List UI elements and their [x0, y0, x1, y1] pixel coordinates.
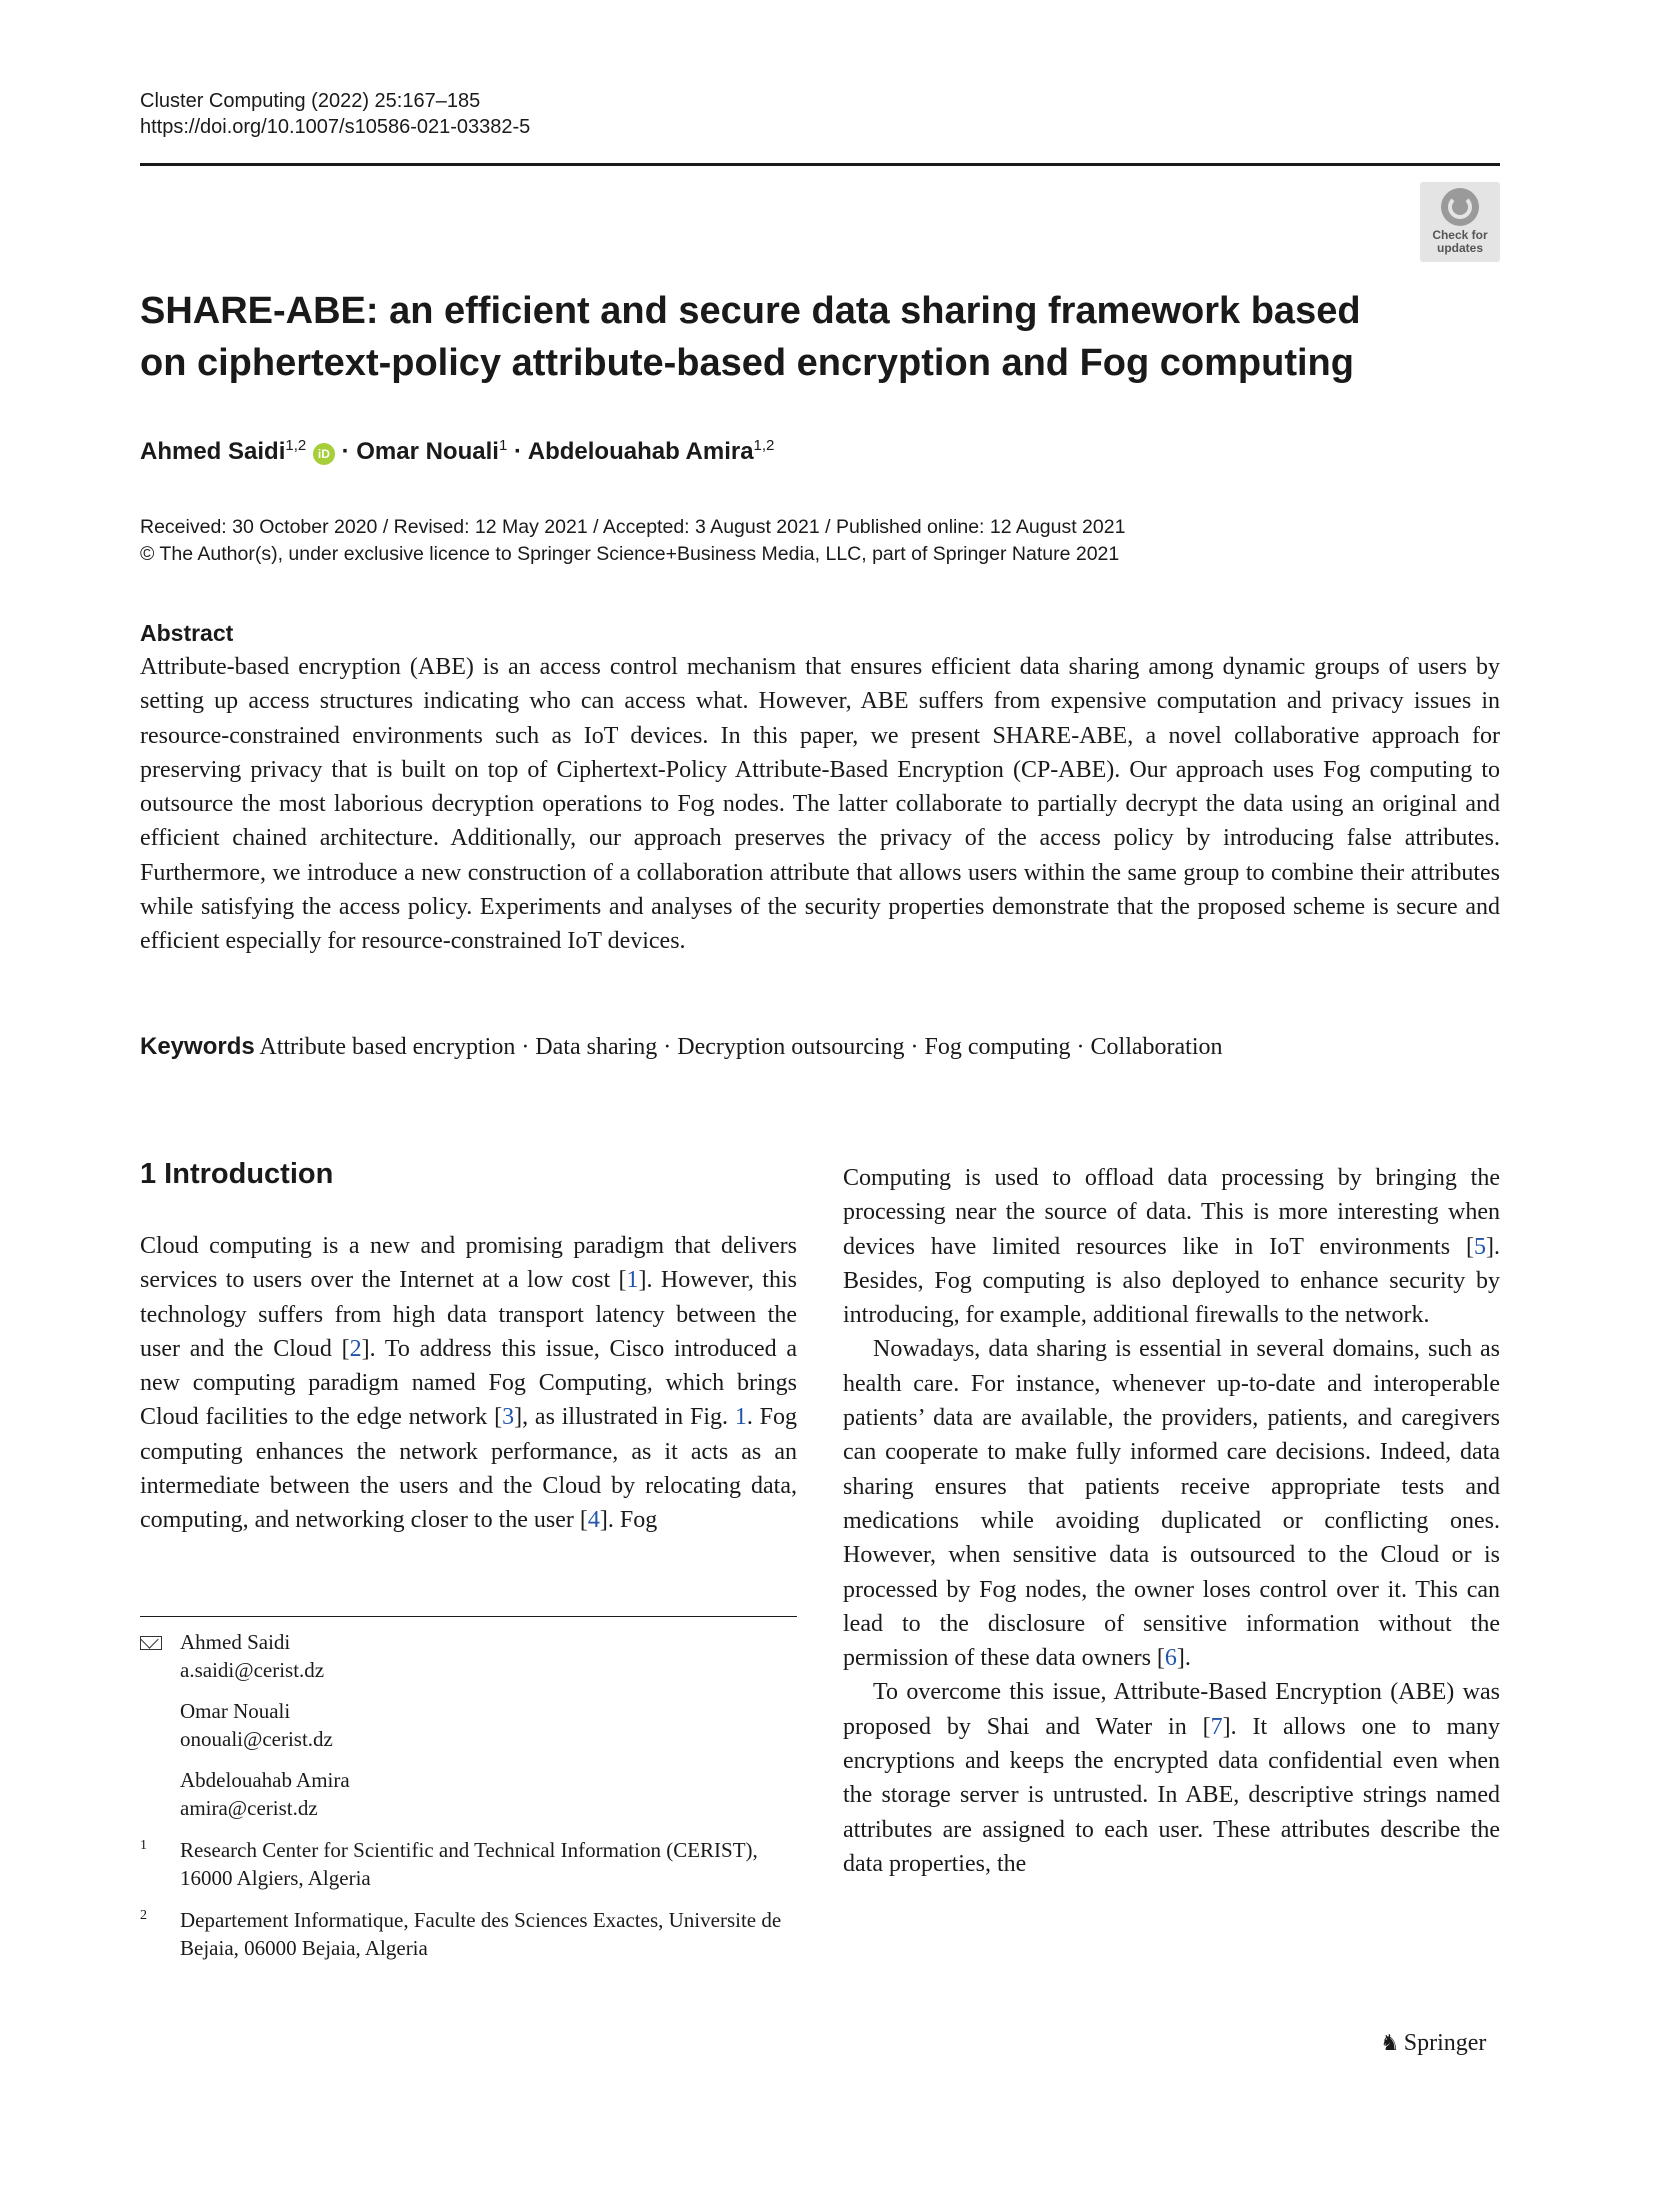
corresponding-contacts [140, 1628, 797, 1822]
abstract-text: Attribute-based encryption (ABE) is an access control mechanism that ensures efficient data sharing among dynamic groups of users by setting up access structures indicating who can access what. However, ABE suffers from expensive computation and privacy issues in resource-constrained environments such as IoT devices. In this paper, we present SHARE-ABE, a novel collaborative approach for preserving privacy that is built on top of Ciphertext-Policy Attribute-Based Encryption (CP-ABE). Our approach uses Fog computing to outsource the most laborious decryption operations to Fog nodes. The latter collaborate to partially decrypt the data using an original and efficient chained architecture. Additionally, our approach preserves the privacy of the access policy by introducing false attributes. Furthermore, we introduce a new construction of a collaboration attribute that allows users within the same group to combine their attributes while satisfying the access policy. Experiments and analyses of the security properties demonstrate that the proposed scheme is secure and efficient especially for resource-constrained IoT devices. [140, 654, 1500, 955]
publisher-logo [1380, 2030, 1486, 2057]
contact-entry [180, 1628, 797, 1684]
envelope-icon [140, 1636, 162, 1650]
journal-citation: Cluster Computing (2022) 25:167–185 [140, 90, 481, 112]
affiliation-text: Research Center for Scientific and Technical Information (CERIST), 16000 Algiers, Algeria [180, 1838, 758, 1890]
author-affiliation: 1 [498, 437, 508, 454]
figure-link[interactable]: 1 [734, 1404, 747, 1431]
left-column [140, 1229, 797, 1538]
contact-entry [180, 1697, 797, 1753]
section-heading: 1 Introduction [140, 1158, 334, 1190]
paragraph: To overcome this issue, Attribute-Based Encryption (ABE) was proposed by Shai and Water in [7]. It allows one to many encryptions and keeps the encrypted data confidential even when the storage server is untrusted. In ABE, descriptive strings named attributes are assigned to each user. These attributes describe the data properties, the [843, 1679, 1501, 1877]
orcid-icon[interactable]: iD [313, 443, 335, 465]
paper-title: SHARE-ABE: an efficient and secure data sharing framework based on ciphertext-policy attribute-based encryption and Fog computing [140, 290, 1361, 384]
paragraph: Cloud computing is a new and promising paradigm that delivers services to users over the Internet at a low cost [1]. However, this technology suffers from high data transport latency between the user and the Cloud [2]. To address this issue, Cisco introduced a new computing paradigm named Fog Computing, which brings Cloud facilities to the edge network [3], as illustrated in Fig. 1. Fog computing enhances the network performance, as it acts as an intermediate between the users and the Cloud by relocating data, computing, and networking closer to the user [4]. Fog [140, 1233, 798, 1534]
author-separator: · [341, 438, 350, 465]
check-for-updates-icon [1441, 188, 1479, 226]
citation-link[interactable]: 7 [1210, 1713, 1223, 1740]
citation-link[interactable]: 3 [502, 1404, 515, 1431]
keywords-list: Attribute based encryption · Data sharing · Decryption outsourcing · Fog computing · Collaboration [259, 1034, 1223, 1060]
paragraph: Nowadays, data sharing is essential in several domains, such as health care. For instance, whenever up-to-date and interoperable patients’ data are available, the providers, patients, and caregivers can cooperate to make fully informed care decisions. Indeed, data sharing ensures that patients receive appropriate tests and medications while avoiding duplicated or conflicting ones. However, when sensitive data is outsourced to the Cloud or is processed by Fog nodes, the owner loses control over it. This can lead to the disclosure of sensitive information without the permission of these data owners [6]. [843, 1336, 1500, 1672]
header-rule [140, 163, 1500, 166]
affiliation-number: 2 [140, 1908, 147, 1923]
author-list [140, 430, 774, 468]
publication-dates [140, 514, 1125, 568]
springer-horse-icon: ♞ [1380, 2030, 1400, 2055]
contact-entry [180, 1766, 797, 1822]
contact-email[interactable]: a.saidi@cerist.dz [180, 1658, 325, 1682]
contact-name: Abdelouahab Amira [180, 1768, 350, 1792]
affiliation-number: 1 [140, 1838, 147, 1853]
contact-name: Omar Nouali [180, 1699, 291, 1723]
right-column [843, 1161, 1500, 1881]
author-affiliation: 1,2 [753, 437, 775, 454]
citation-link[interactable]: 2 [349, 1335, 362, 1362]
copyright-line: © The Author(s), under exclusive licence to Springer Science+Business Media, LLC, part of Springer Nature 2021 [140, 543, 1120, 565]
affiliation [140, 1836, 797, 1892]
author-name[interactable]: Abdelouahab Amira [527, 438, 754, 465]
abstract-heading: Abstract [140, 620, 234, 646]
citation-link[interactable]: 4 [587, 1507, 600, 1534]
citation-link[interactable]: 1 [626, 1267, 639, 1294]
keywords [140, 1030, 1500, 1064]
check-for-updates-badge[interactable] [1420, 182, 1500, 262]
footnotes [140, 1628, 797, 1962]
keywords-heading: Keywords [140, 1033, 255, 1060]
journal-header [140, 88, 530, 140]
citation-link[interactable]: 5 [1474, 1233, 1486, 1260]
author-name[interactable]: Omar Nouali [356, 438, 499, 465]
author-name[interactable]: Ahmed Saidi [140, 438, 286, 465]
badge-line-2: updates [1436, 241, 1483, 255]
paragraph: Computing is used to offload data processing by bringing the processing near the source of data. This is more interesting when devices have limited resources like in IoT environments [5]. Besides, Fog computing is also deployed to enhance security by introducing, for example, additional firewalls to the network. [843, 1165, 1500, 1329]
contact-name: Ahmed Saidi [180, 1630, 291, 1654]
publisher-name: Springer [1403, 2030, 1487, 2056]
footnote-rule [140, 1616, 797, 1617]
history-dates: Received: 30 October 2020 / Revised: 12 May 2021 / Accepted: 3 August 2021 / Published online: 12 August 2021 [140, 516, 1126, 538]
author-separator: · [513, 438, 522, 465]
badge-line-1: Check for [1432, 228, 1488, 242]
contact-email[interactable]: onouali@cerist.dz [180, 1727, 333, 1751]
citation-link[interactable]: 6 [1164, 1645, 1177, 1672]
doi-link[interactable]: https://doi.org/10.1007/s10586-021-03382-5 [140, 116, 531, 138]
author-affiliation: 1,2 [285, 437, 307, 454]
affiliation-text: Departement Informatique, Faculte des Sciences Exactes, Universite de Bejaia, 06000 Bejaia, Algeria [180, 1908, 782, 1960]
affiliation [140, 1906, 797, 1962]
contact-email[interactable]: amira@cerist.dz [180, 1796, 318, 1820]
